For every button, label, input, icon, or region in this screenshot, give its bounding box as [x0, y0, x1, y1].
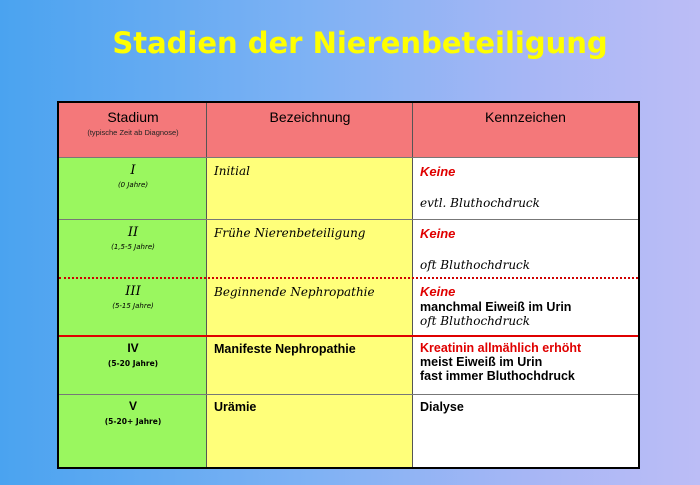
header-bezeichnung	[207, 103, 413, 157]
sign-text: Dialyse	[420, 400, 464, 414]
stage-number: II	[127, 225, 139, 240]
stage-years: (5-20+ Jahre)	[104, 417, 162, 426]
sign-text: Kreatinin allmählich erhöht	[420, 341, 582, 355]
stage-years: (5-20 Jahre)	[107, 359, 159, 368]
header-kennzeichen-label: Kennzeichen	[485, 109, 566, 125]
row-1-signs	[413, 157, 638, 219]
red-separator	[59, 335, 638, 337]
sign-text: meist Eiweiß im Urin	[420, 355, 543, 369]
sign-keine: Keine	[420, 284, 456, 299]
sign-keine: Keine	[420, 226, 456, 241]
stages-table	[57, 101, 640, 469]
sign-keine: Keine	[420, 164, 456, 179]
header-kennzeichen	[413, 103, 638, 157]
stage-name: Frühe Nierenbeteiligung	[214, 226, 366, 240]
row-3-signs	[413, 278, 638, 336]
stage-name: Beginnende Nephropathie	[214, 285, 375, 299]
stage-number: IV	[127, 341, 139, 355]
stage-number: I	[130, 163, 136, 178]
row-2-name	[207, 219, 413, 278]
row-1-stage	[59, 157, 207, 219]
stage-years: (5-15 Jahre)	[112, 302, 154, 310]
sign-text: fast immer Bluthochdruck	[420, 369, 575, 383]
row-2-signs	[413, 219, 638, 278]
sign-text: manchmal Eiweiß im Urin	[420, 300, 572, 314]
row-4-signs	[413, 336, 638, 394]
stage-number: III	[125, 284, 141, 299]
row-5-name	[207, 394, 413, 467]
sign-text: oft Bluthochdruck	[420, 258, 531, 272]
row-4-name	[207, 336, 413, 394]
sign-text: oft Bluthochdruck	[420, 314, 531, 328]
row-divider	[59, 394, 638, 395]
row-divider	[59, 219, 638, 220]
header-bezeichnung-label: Bezeichnung	[269, 109, 351, 125]
row-3-stage	[59, 278, 207, 336]
row-4-stage	[59, 336, 207, 394]
stage-name: Manifeste Nephropathie	[214, 342, 356, 356]
header-stadium	[59, 103, 207, 157]
row-5-signs	[413, 394, 638, 467]
stage-number: V	[128, 399, 137, 413]
header-stadium-label: Stadium	[107, 109, 159, 125]
row-1-name	[207, 157, 413, 219]
header-stadium-sublabel: (typische Zeit ab Diagnose)	[87, 128, 179, 137]
row-3-name	[207, 278, 413, 336]
stage-years: (0 Jahre)	[117, 181, 149, 189]
stage-years: (1,5-5 Jahre)	[111, 243, 155, 251]
row-5-stage	[59, 394, 207, 467]
sign-text: evtl. Bluthochdruck	[420, 196, 540, 210]
stage-name: Initial	[214, 164, 250, 178]
row-2-stage	[59, 219, 207, 278]
slide-title: Stadien der Nierenbeteiligung	[112, 26, 608, 60]
dotted-separator	[59, 277, 638, 279]
stage-name: Urämie	[214, 400, 257, 414]
row-divider	[59, 157, 638, 158]
